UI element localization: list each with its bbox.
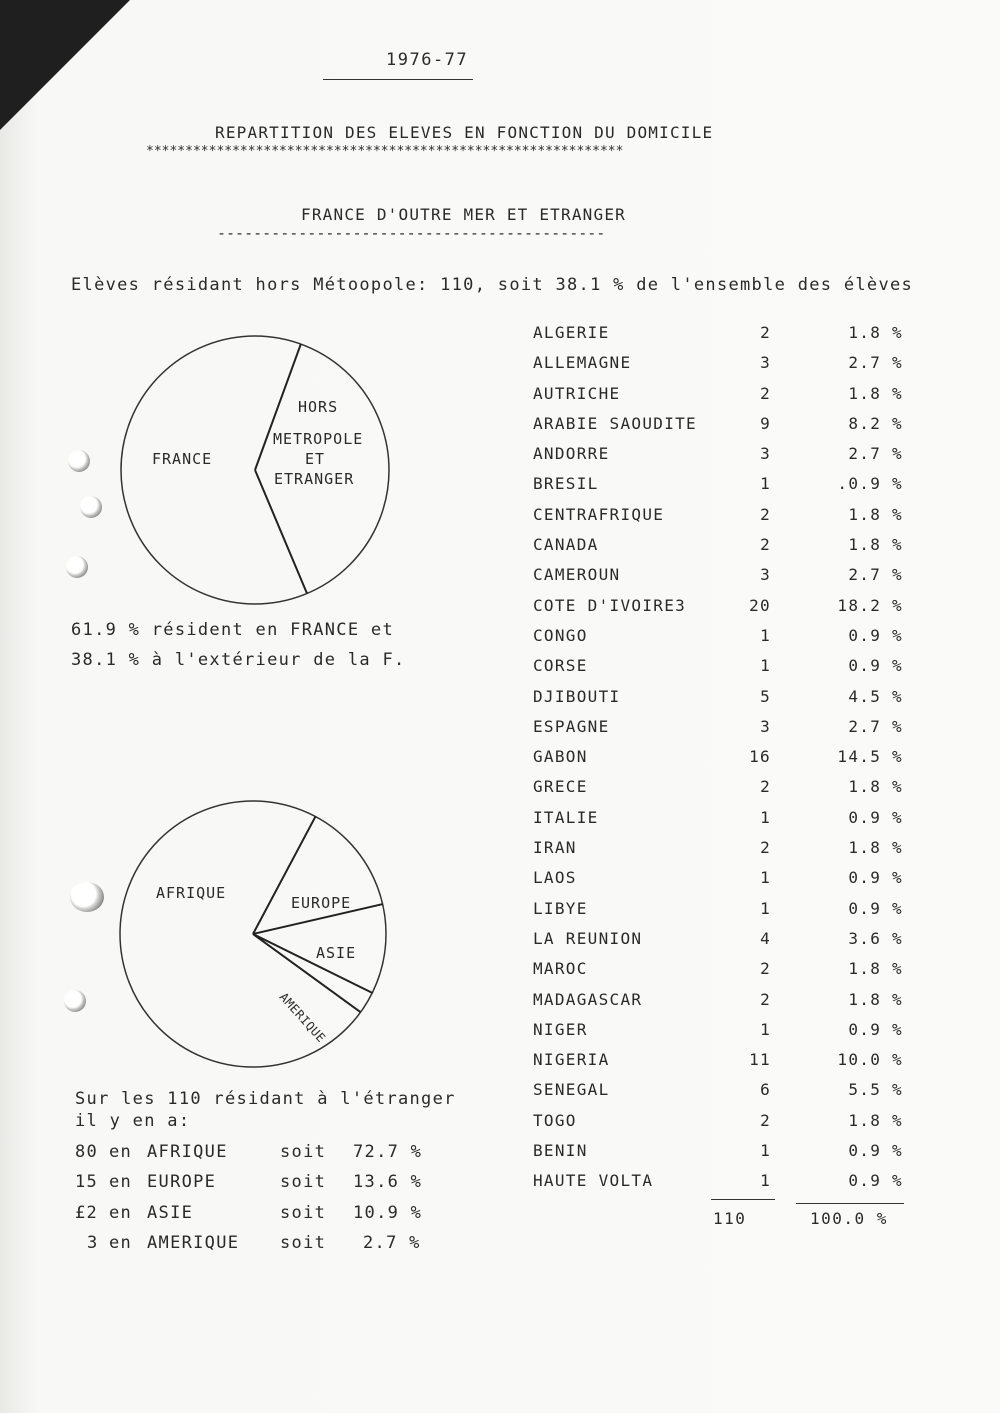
country-count: 1: [760, 656, 771, 676]
country-name: GABON: [533, 747, 588, 767]
summary-soit: soit: [280, 1142, 327, 1162]
table-row: [533, 384, 913, 414]
table-row: [533, 414, 913, 444]
country-count: 2: [760, 1110, 771, 1130]
country-percent: 8.2 %: [848, 413, 903, 433]
table-row: [533, 323, 913, 353]
country-count: 3: [760, 565, 771, 585]
country-count: 1: [760, 474, 771, 494]
punch-hole: [66, 556, 88, 578]
table-row: [533, 626, 913, 656]
country-percent: 1.8 %: [848, 959, 903, 979]
country-percent: 10.0 %: [837, 1050, 903, 1070]
punch-hole: [68, 450, 90, 472]
section-title: FRANCE D'OUTRE MER ET ETRANGER: [301, 205, 626, 224]
country-name: CENTRAFRIQUE: [533, 504, 665, 524]
country-name: ALGERIE: [533, 323, 610, 342]
country-count: 3: [760, 444, 771, 464]
country-percent: 1.8 %: [848, 777, 903, 797]
country-percent: 3.6 %: [848, 928, 903, 948]
country-name: CAMEROUN: [533, 565, 621, 585]
country-percent: 1.8 %: [848, 504, 903, 524]
pie2-label-asie: ASIE: [316, 944, 357, 962]
table-row: [533, 1141, 913, 1171]
punch-hole: [80, 496, 102, 518]
total-count: 110: [713, 1209, 747, 1228]
country-percent: 0.9 %: [848, 807, 903, 827]
pie1-label-et: ET: [305, 450, 326, 468]
pie1-label-hors: HORS: [298, 398, 339, 416]
summary-row: [75, 1233, 475, 1263]
summary-count: £2: [75, 1203, 99, 1223]
pie-chart-france: [110, 330, 410, 620]
pie2-slice-boundary-0: [253, 817, 315, 934]
country-name: ANDORRE: [533, 444, 610, 464]
intro-text: Elèves résidant hors Métoopole: 110, soit 38.1 % de l'ensemble des élèves: [71, 275, 914, 295]
table-row: [533, 990, 913, 1020]
summary-row: [75, 1203, 475, 1233]
summary-soit: soit: [280, 1203, 327, 1223]
country-percent: 5.5 %: [848, 1080, 903, 1100]
summary-en: en: [109, 1142, 133, 1162]
table-row: [533, 777, 913, 807]
country-percent: 0.9 %: [848, 1019, 903, 1039]
country-name: IRAN: [533, 838, 577, 858]
country-count: 20: [749, 595, 771, 615]
pie-chart-regions: [110, 790, 410, 1080]
title-star-rule: *************************************************************: [146, 144, 624, 159]
table-row: [533, 929, 913, 959]
summary-soit: soit: [280, 1172, 327, 1192]
country-name: LIBYE: [533, 898, 588, 918]
country-count: 2: [760, 323, 771, 342]
table-row: [533, 444, 913, 474]
table-row: [533, 353, 913, 383]
country-name: AUTRICHE: [533, 383, 621, 403]
country-count: 1: [760, 1141, 771, 1161]
summary-pct: 13.6 %: [353, 1172, 423, 1192]
summary-region: AMERIQUE: [147, 1233, 240, 1253]
table-row: [533, 1171, 913, 1201]
pie1-label-etranger: ETRANGER: [274, 470, 355, 488]
summary-region: AFRIQUE: [147, 1142, 228, 1162]
table-row: [533, 959, 913, 989]
table-row: [533, 808, 913, 838]
page-title: REPARTITION DES ELEVES EN FONCTION DU DOMICILE: [215, 123, 714, 142]
country-table: [533, 323, 913, 1202]
country-name: BRESIL: [533, 474, 599, 494]
table-row: [533, 474, 913, 504]
table-row: [533, 1020, 913, 1050]
country-count: 9: [760, 413, 771, 433]
country-percent: 2.7 %: [848, 565, 903, 585]
table-row: [533, 656, 913, 686]
country-count: 2: [760, 989, 771, 1009]
country-count: 2: [760, 777, 771, 797]
country-name: NIGER: [533, 1019, 588, 1039]
country-name: NIGERIA: [533, 1050, 610, 1070]
pie2-label-afrique: AFRIQUE: [156, 884, 227, 902]
country-count: 11: [749, 1050, 771, 1070]
country-name: CORSE: [533, 656, 588, 676]
summary-row: [75, 1142, 475, 1172]
summary-count: 3: [87, 1233, 99, 1253]
country-percent: 14.5 %: [837, 747, 903, 767]
country-count: 2: [760, 959, 771, 979]
country-percent: 18.2 %: [837, 595, 903, 615]
section-dash-rule: -------------------------------------------: [217, 224, 606, 242]
summary-region: ASIE: [147, 1203, 194, 1223]
country-percent: 1.8 %: [848, 323, 903, 342]
document-year: 1976-77: [386, 50, 469, 70]
country-count: 2: [760, 838, 771, 858]
country-percent: 1.8 %: [848, 535, 903, 555]
country-name: ARABIE SAOUDITE: [533, 413, 697, 433]
summary-row: [75, 1172, 475, 1202]
summary-pct: 72.7 %: [353, 1142, 423, 1162]
country-count: 1: [760, 807, 771, 827]
country-percent: .0.9 %: [837, 474, 903, 494]
country-percent: 2.7 %: [848, 444, 903, 464]
country-name: LA REUNION: [533, 928, 643, 948]
folded-corner: [0, 0, 130, 130]
country-name: HAUTE VOLTA: [533, 1171, 654, 1191]
country-name: TOGO: [533, 1110, 577, 1130]
country-percent: 2.7 %: [848, 716, 903, 736]
pie1-note-line2: 38.1 % à l'extérieur de la F.: [71, 650, 406, 670]
table-row: [533, 899, 913, 929]
country-count: 2: [760, 383, 771, 403]
table-row: [533, 717, 913, 747]
country-percent: 0.9 %: [848, 656, 903, 676]
punch-hole: [64, 990, 86, 1012]
country-name: SENEGAL: [533, 1080, 610, 1100]
total-pct-rule: [796, 1203, 904, 1204]
country-name: GRECE: [533, 777, 588, 797]
summary-pct: 2.7 %: [363, 1233, 421, 1253]
country-percent: 4.5 %: [848, 686, 903, 706]
country-name: COTE D'IVOIRE3: [533, 595, 687, 615]
country-count: 1: [760, 1171, 771, 1191]
country-count: 1: [760, 868, 771, 888]
country-count: 3: [760, 353, 771, 373]
country-name: CONGO: [533, 625, 588, 645]
summary-count: 15: [75, 1172, 99, 1192]
country-percent: 0.9 %: [848, 625, 903, 645]
country-percent: 1.8 %: [848, 989, 903, 1009]
pie2-label-amerique: AMERIQUE: [276, 990, 329, 1046]
summary-line1: Sur les 110 résidant à l'étranger: [75, 1089, 456, 1109]
table-row: [533, 596, 913, 626]
country-name: DJIBOUTI: [533, 686, 621, 706]
country-percent: 0.9 %: [848, 1141, 903, 1161]
pie1-slice-boundary-0: [255, 344, 301, 470]
country-name: ALLEMAGNE: [533, 353, 632, 373]
country-percent: 1.8 %: [848, 838, 903, 858]
pie1-label-france: FRANCE: [152, 450, 213, 468]
country-count: 2: [760, 535, 771, 555]
total-percent: 100.0 %: [810, 1209, 888, 1228]
summary-count: 80: [75, 1142, 99, 1162]
table-row: [533, 535, 913, 565]
country-percent: 2.7 %: [848, 353, 903, 373]
country-name: MADAGASCAR: [533, 989, 643, 1009]
pie1-slice-boundary-1: [255, 470, 307, 593]
country-count: 16: [749, 747, 771, 767]
country-percent: 0.9 %: [848, 898, 903, 918]
table-row: [533, 1111, 913, 1141]
country-name: ESPAGNE: [533, 716, 610, 736]
summary-soit: soit: [280, 1233, 327, 1253]
country-count: 1: [760, 625, 771, 645]
summary-en: en: [109, 1172, 133, 1192]
table-row: [533, 505, 913, 535]
pie2-slice-boundary-2: [253, 934, 372, 993]
total-count-rule: [711, 1199, 775, 1200]
country-percent: 0.9 %: [848, 1171, 903, 1191]
country-name: LAOS: [533, 868, 577, 888]
country-count: 1: [760, 1019, 771, 1039]
country-count: 5: [760, 686, 771, 706]
table-row: [533, 868, 913, 898]
country-count: 3: [760, 716, 771, 736]
pie1-note-line1: 61.9 % résident en FRANCE et: [71, 620, 394, 640]
country-count: 6: [760, 1080, 771, 1100]
table-row: [533, 1080, 913, 1110]
country-name: ITALIE: [533, 807, 599, 827]
summary-region: EUROPE: [147, 1172, 217, 1192]
summary-en: en: [109, 1233, 133, 1253]
table-row: [533, 747, 913, 777]
country-count: 1: [760, 898, 771, 918]
country-name: CANADA: [533, 535, 599, 555]
country-percent: 1.8 %: [848, 1110, 903, 1130]
punch-hole: [70, 882, 104, 912]
country-count: 4: [760, 928, 771, 948]
pie1-label-metropole: METROPOLE: [273, 430, 364, 448]
country-percent: 1.8 %: [848, 383, 903, 403]
country-name: MAROC: [533, 959, 588, 979]
country-name: BENIN: [533, 1141, 588, 1161]
pie2-label-europe: EUROPE: [291, 894, 352, 912]
table-row: [533, 687, 913, 717]
country-count: 2: [760, 504, 771, 524]
table-row: [533, 1050, 913, 1080]
summary-en: en: [109, 1203, 133, 1223]
table-row: [533, 565, 913, 595]
summary-pct: 10.9 %: [353, 1203, 423, 1223]
summary-line2: il y en a:: [75, 1111, 191, 1131]
table-row: [533, 838, 913, 868]
country-percent: 0.9 %: [848, 868, 903, 888]
year-underline: [323, 79, 473, 80]
